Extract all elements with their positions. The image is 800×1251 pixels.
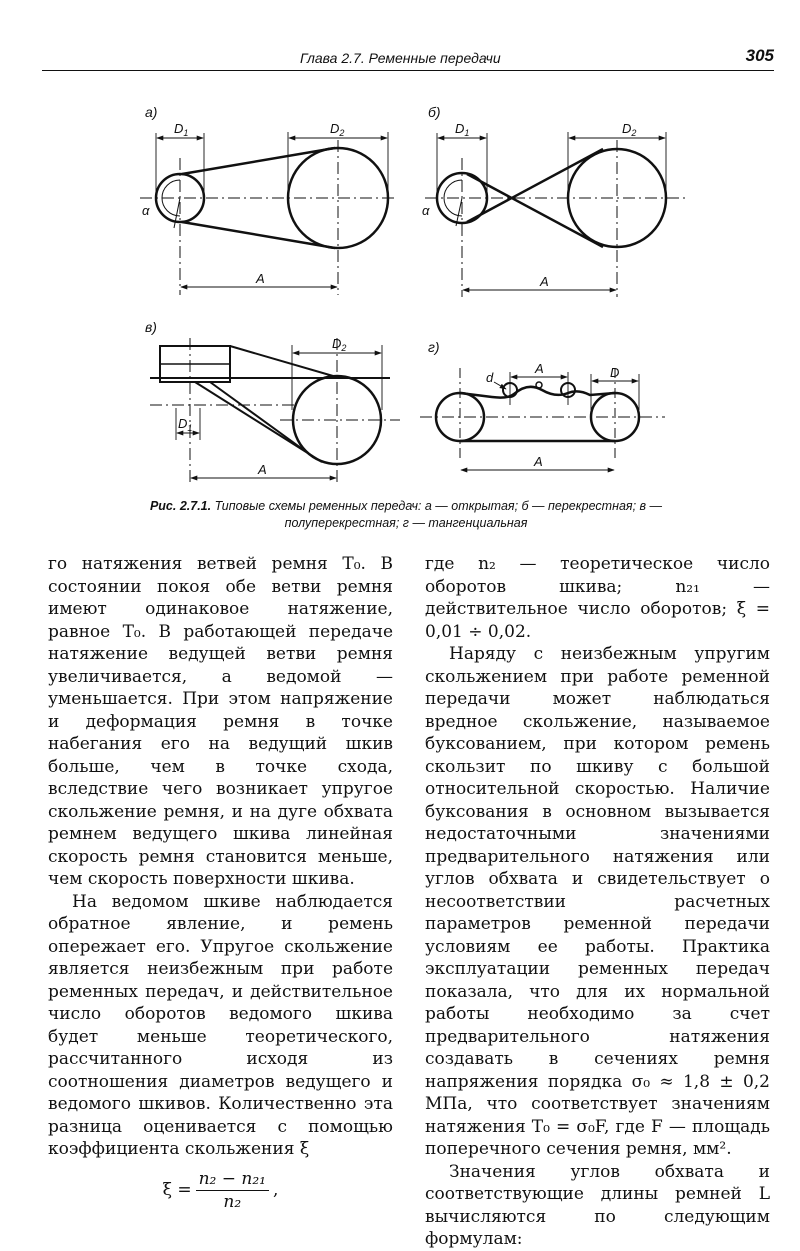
left-paragraph-2: На ведомом шкиве наблюдается обратное явление, и ремень опережает его. Упругое скольжение является неизбежным при работе ременных передач, и действительное число оборотов ведомого шкива будет меньше теоретического, рассчитанного исходя из соотношения диаметров ведущего и ведомого шкивов. Количественно эта разница оценивается с помощью коэффициента скольжения ξ xyxy=(48,891,393,1159)
belt-upper xyxy=(182,148,335,174)
chapter-title: Глава 2.7. Ременные передачи xyxy=(300,50,501,66)
page-number: 305 xyxy=(745,46,774,65)
right-paragraph-3: Значения углов обхвата и соответствующие длины ремней L вычисляются по следующим формулам: xyxy=(425,1161,770,1249)
panel-a-tag: а) xyxy=(145,104,158,120)
a-roller-label: A xyxy=(535,361,544,376)
panel-v-tag: в) xyxy=(145,319,157,335)
panel-g-tag: г) xyxy=(428,339,440,355)
a-label: A xyxy=(540,274,549,289)
formula-lhs: ξ = xyxy=(162,1180,192,1201)
alpha-label: α xyxy=(422,203,430,218)
panel-v-halfcrossed-drive xyxy=(145,319,400,485)
belt-drive-figure xyxy=(0,95,800,495)
caption-text: Типовые схемы ременных передач: а — открытая; б — перекрестная; в — полуперекрестная; г — тангенциальная xyxy=(211,499,663,530)
left-paragraph-1: го натяжения ветвей ремня T₀. В состоянии покоя обе ветви ремня имеют одинаковое натяжение, равное T₀. В работающей передаче натяжение ведущей ветви ремня увеличивается, а ведомой — уменьшается. При этом напряжение и деформация ремня в точке набегания его на ведущий шкив больше, чем в точке схода, вследствие чего возникает упругое скольжение ремня, и на дуге обхвата ремнем ведущего шкива линейная скорость ремня становится меньше, чем скорость поверхности шкива. xyxy=(48,554,393,889)
belt-lower xyxy=(182,222,335,248)
running-header xyxy=(42,46,774,71)
small-d-label: d xyxy=(486,370,494,385)
d1-label: $D_1$ xyxy=(174,121,189,138)
panel-a-open-drive xyxy=(140,104,398,295)
caption-label: Рис. 2.7.1. xyxy=(149,499,212,513)
d1-label: $D_1$ xyxy=(178,416,193,433)
d2-label: $D_2$ xyxy=(332,336,347,353)
d2-label: $D_2$ xyxy=(622,121,637,138)
a-label: A xyxy=(258,462,267,477)
right-paragraph-1: где n₂ — теоретическое число оборотов шкива; n₂₁ — действительное число оборотов; ξ = 0,01 ÷ 0,02. xyxy=(425,554,770,642)
figure-caption xyxy=(128,498,684,532)
belt-diag-2 xyxy=(210,382,312,456)
panel-g-tangential-drive xyxy=(420,339,665,470)
formula-numerator: n₂ − n₂₁ xyxy=(196,1168,269,1192)
left-column xyxy=(48,553,393,1219)
a-label: A xyxy=(534,454,543,469)
slip-coefficient-formula xyxy=(48,1163,393,1219)
alpha-label: α xyxy=(142,203,150,218)
formula-tail: , xyxy=(273,1180,279,1201)
formula-fraction xyxy=(196,1168,269,1214)
formula-denominator: n₂ xyxy=(223,1192,242,1212)
a-label: A xyxy=(256,271,265,286)
d1-label: $D_1$ xyxy=(455,121,470,138)
right-column xyxy=(425,553,770,1251)
panel-b-tag: б) xyxy=(428,104,441,120)
right-paragraph-2: Наряду с неизбежным упругим скольжением при работе ременной передачи может наблюдаться вредное скольжение, называемое буксованием, при котором ремень скользит по шкиву с большой относительной скоростью. Наличие буксования в основном вызывается недостаточными значениями предварительного натяжения или углов обхвата и свидетельствует о несоответствии расчетных параметров ременной передачи условиям ее работы. Практика эксплуатации ременных передач показала, что для их нормальной работы необходимо за счет предварительного натяжения создавать в сечениях ремня напряжения порядка σ₀ ≈ 1,8 ± 0,2 МПа, что соответствует значениям натяжения T₀ = σ₀F, где F — площадь поперечного сечения ремня, мм². xyxy=(425,644,770,1159)
panel-b-crossed-drive xyxy=(422,104,688,297)
d2-label: $D_2$ xyxy=(330,121,345,138)
belt-top xyxy=(230,346,340,378)
d-label: D xyxy=(610,365,620,380)
center-roller xyxy=(536,382,542,388)
